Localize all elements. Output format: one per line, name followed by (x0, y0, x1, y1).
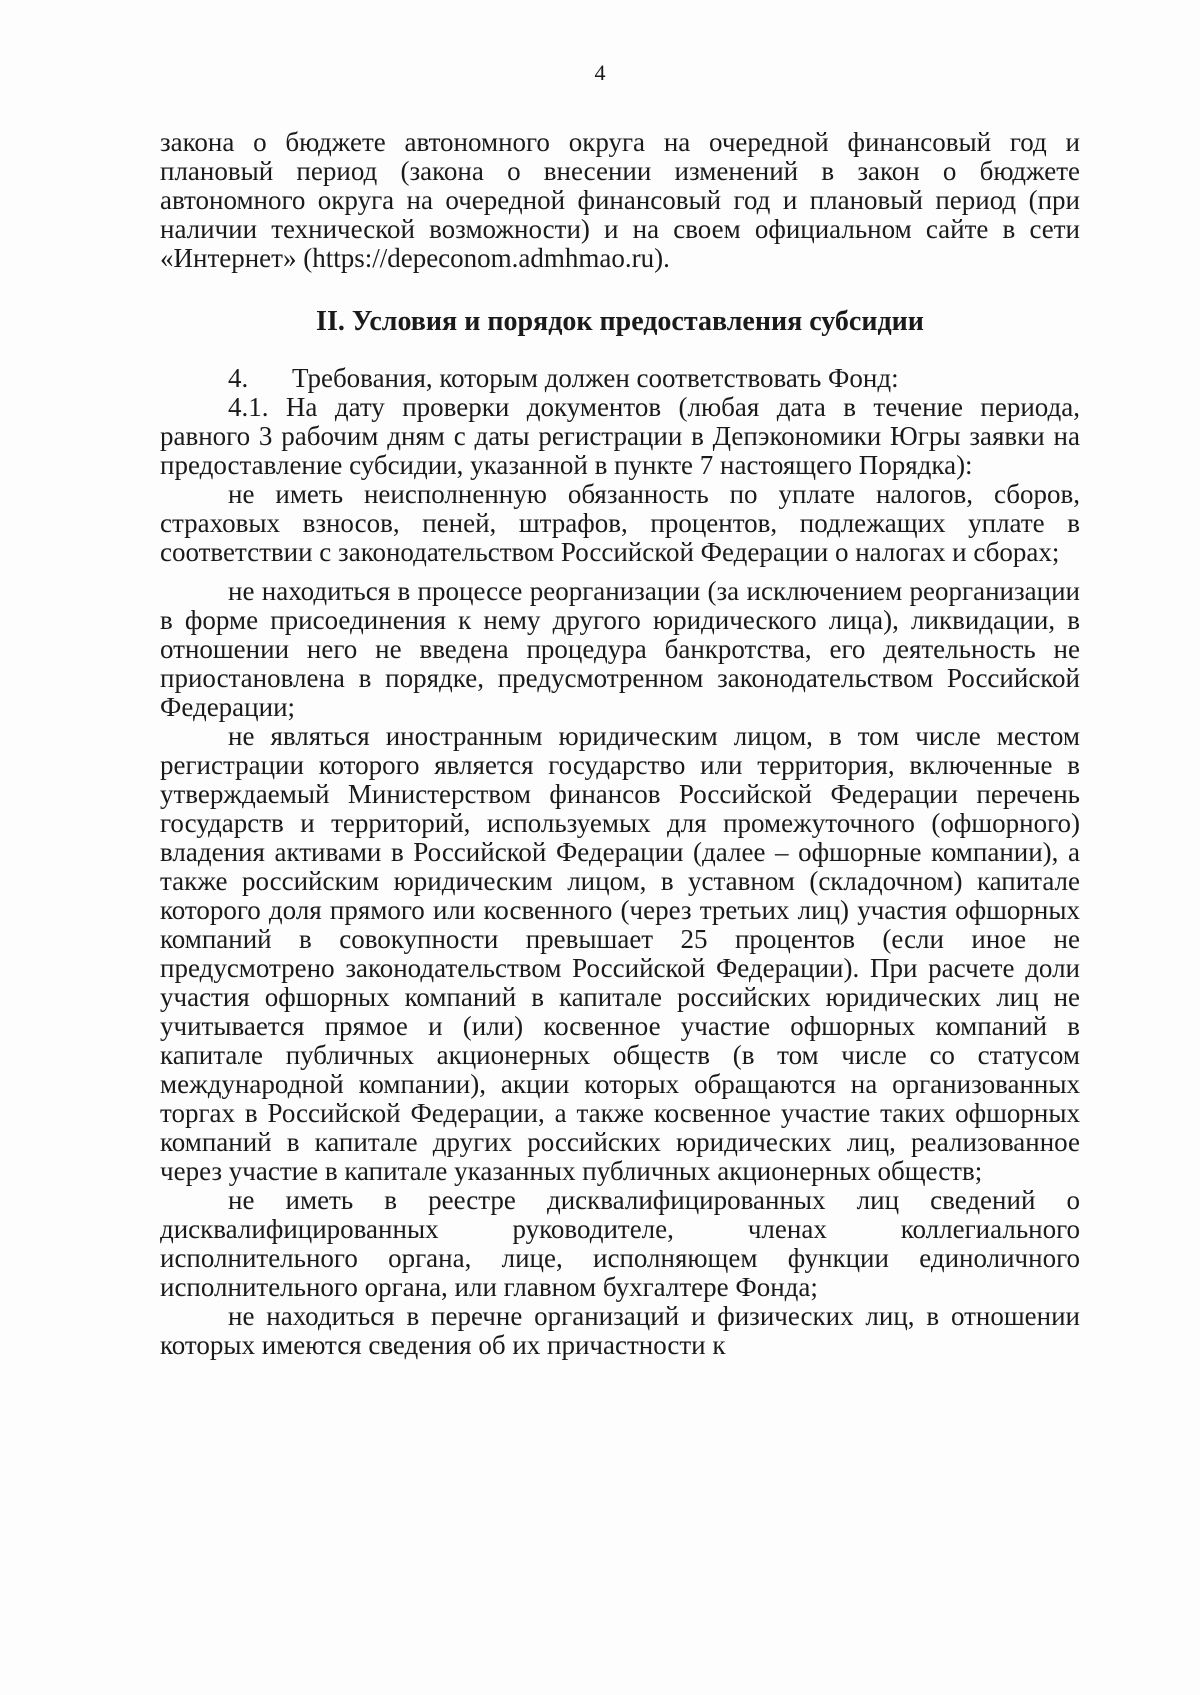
paragraph-foreign-entity: не являться иностранным юридическим лицом, в том числе местом регистрации которого является государство или территория, включенные в утверждаемый Министерством финансов Российской Федерации перечень государств и территорий, используемых для промежуточного (офшорного) владения активами в Российской Федерации (далее – офшорные компании), а также российским юридическим лицом, в уставном (складочном) капитале которого доля прямого или косвенного (через третьих лиц) участия офшорных компаний в совокупности превышает 25 процентов (если иное не предусмотрено законодательством Российской Федерации). При расчете доли участия офшорных компаний в капитале российских юридических лиц не учитывается прямое и (или) косвенное участие офшорных компаний в капитале публичных акционерных обществ (в том числе со статусом международной компании), акции которых обращаются на организованных торгах в Российской Федерации, а также косвенное участие таких офшорных компаний в капитале других российских юридических лиц, реализованное через участие в капитале указанных публичных акционерных обществ; (160, 721, 1080, 1186)
item-text: Требования, которым должен соответствовать Фонд: (292, 363, 899, 393)
paragraph-item-4 (160, 364, 1080, 393)
paragraph-continuation: закона о бюджете автономного округа на очередной финансовый год и плановый период (закона о внесении изменений в закон о бюджете автономного округа на очередной финансовый год и плановый период (при наличии технической возможности) и на своем официальном сайте в сети «Интернет» (https://depeconom.admhmao.ru). (160, 127, 1080, 273)
paragraph-item-4-1: 4.1. На дату проверки документов (любая дата в течение периода, равного 3 рабочим дням с даты регистрации в Депэкономики Югры заявки на предоставление субсидии, указанной в пункте 7 настоящего Порядка): (160, 392, 1080, 480)
paragraph-tax-obligation: не иметь неисполненную обязанность по уплате налогов, сборов, страховых взносов, пеней, штрафов, процентов, подлежащих уплате в соответствии с законодательством Российской Федерации о налогах и сборах; (160, 479, 1080, 567)
section-heading: II. Условия и порядок предоставления субсидии (316, 306, 924, 337)
item-number: 4. (228, 363, 249, 393)
paragraph-reorganization: не находиться в процессе реорганизации (за исключением реорганизации в форме присоединения к нему другого юридического лица), ликвидации, в отношении него не введена процедура банкротства, его деятельность не приостановлена в порядке, предусмотренном законодательством Российской Федерации; (160, 576, 1080, 722)
document-body (160, 128, 1080, 1360)
paragraph-disqualified-persons: не иметь в реестре дисквалифицированных лиц сведений о дисквалифицированных руководителе, членах коллегиального исполнительного органа, лице, исполняющем функции единоличного исполнительного органа, или главном бухгалтере Фонда; (160, 1185, 1080, 1302)
paragraph-terrorism-list: не находиться в перечне организаций и физических лиц, в отношении которых имеются сведения об их причастности к (160, 1301, 1080, 1360)
page-number: 4 (594, 60, 606, 85)
